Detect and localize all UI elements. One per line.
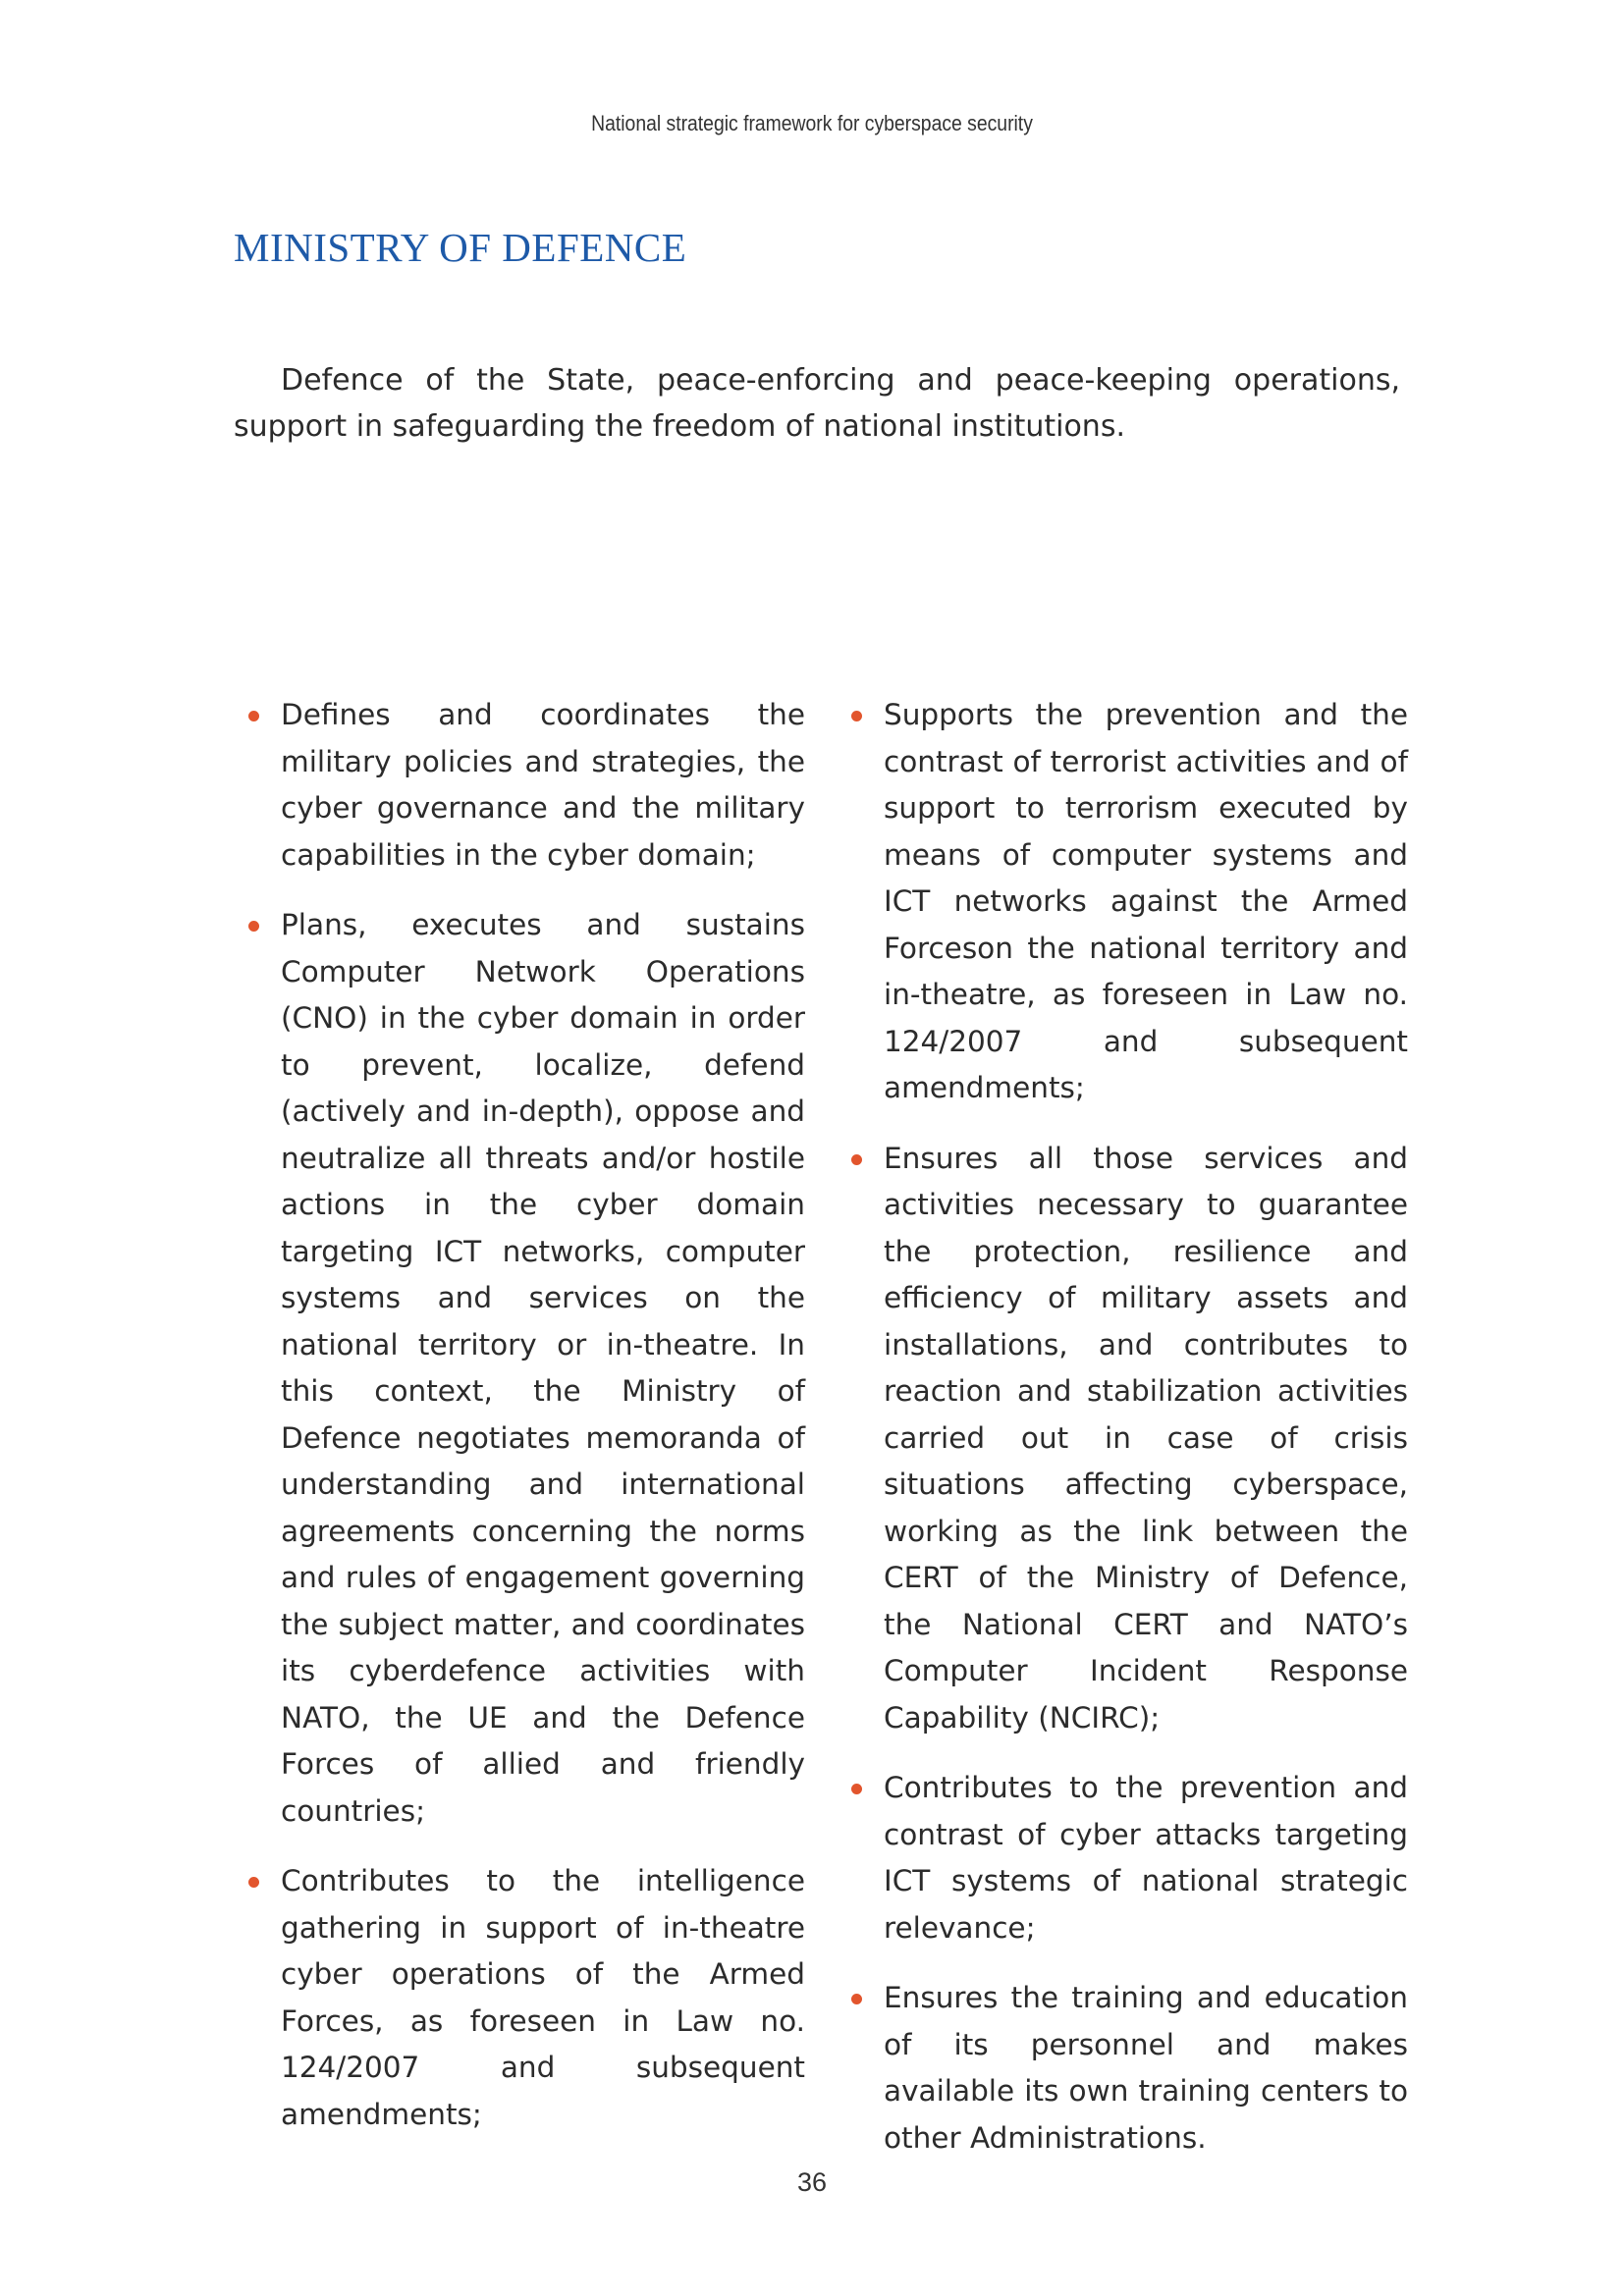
list-item xyxy=(236,902,805,1835)
bullet-dot-icon xyxy=(248,711,259,721)
list-item xyxy=(839,1765,1408,1951)
list-item xyxy=(839,692,1408,1112)
list-item-text: Contributes to the prevention and contrast of cyber attacks targeting ICT systems of national strategic relevance; xyxy=(884,1771,1408,1945)
list-item xyxy=(839,1136,1408,1742)
list-item-text: Ensures the training and education of its personnel and makes available its own training centers to other Administrations. xyxy=(884,1981,1408,2155)
list-item-text: Plans, executes and sustains Computer Network Operations (CNO) in the cyber domain in order to prevent, localize, defend (actively and in-depth), oppose and neutralize all threats and/or hostile actions in the cyber domain targeting ICT networks, computer systems and services on the national territory or in-theatre. In this context, the Ministry of Defence negotiates memoranda of understanding and international agreements concerning the norms and rules of engagement governing the subject matter, and coordinates its cyberdefence activities with NATO, the UE and the Defence Forces of allied and friendly countries; xyxy=(281,908,805,1828)
intro-paragraph: Defence of the State, peace-enforcing and peace-keeping operations, support in safeguarding the freedom of national institutions. xyxy=(234,363,1400,444)
bullet-dot-icon xyxy=(248,921,259,932)
bullet-dot-icon xyxy=(851,1784,862,1794)
bullet-dot-icon xyxy=(851,1994,862,2004)
bullet-dot-icon xyxy=(851,1154,862,1165)
list-item xyxy=(839,1975,1408,2162)
page-number: 36 xyxy=(796,2167,828,2197)
right-column-list xyxy=(839,692,1408,2185)
running-header: National strategic framework for cyberspace security xyxy=(591,111,1033,135)
list-item-text: Defines and coordinates the military policies and strategies, the cyber governance and the military capabilities in the cyber domain; xyxy=(281,698,805,872)
list-item-text: Contributes to the intelligence gathering in support of in-theatre cyber operations of the Armed Forces, as foreseen in Law no. 124/2007 and subsequent amendments; xyxy=(281,1864,805,2131)
section-title: MINISTRY OF DEFENCE xyxy=(234,225,687,270)
bullet-dot-icon xyxy=(851,711,862,721)
list-item xyxy=(236,1858,805,2138)
bullet-dot-icon xyxy=(248,1877,259,1888)
list-item-text: Supports the prevention and the contrast of terrorist activities and of support to terrorism executed by means of computer systems and ICT networks against the Armed Forceson the national territory and in-theatre, as foreseen in Law no. 124/2007 and subsequent amendments; xyxy=(884,698,1408,1104)
list-item xyxy=(236,692,805,879)
left-column-list xyxy=(236,692,805,2162)
list-item-text: Ensures all those services and activities necessary to guarantee the protection, resilience and efficiency of military assets and installations, and contributes to reaction and stabilization activities carried out in case of crisis situations affecting cyberspace, working as the link between the CERT of the Ministry of Defence, the National CERT and NATO’s Computer Incident Response Capability (NCIRC); xyxy=(884,1141,1408,1735)
